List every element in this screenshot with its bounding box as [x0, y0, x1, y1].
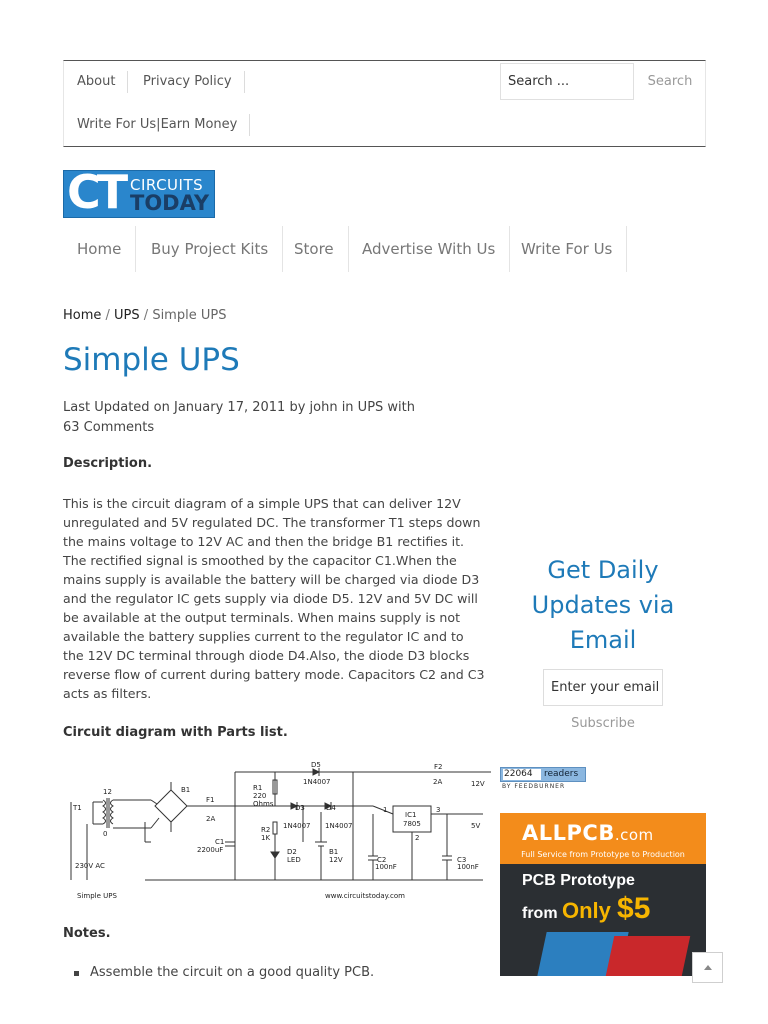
circuit-label: C1	[215, 838, 225, 846]
subscribe-heading: Get Daily Updates via Email	[531, 556, 675, 654]
description-text: This is the circuit diagram of a simple UPS that can deliver 12V unregulated and 5V regulated DC. The transformer T1 steps down the mains voltage to 12V AC and then the bridge B1 rectifies it. The rectified signal is smoothed by the capacitor C1.When the mains supply is available the battery will be charged via diode D3 and the regulator IC gets supply via diode D5. 12V and 5V DC will be available at the output terminals. When mains supply is not available the battery supplies current to the regulator IC and to the 12V DC terminal through diode D4.Also, the diode D3 blocks reverse flow of current during battery mode. Capacitors C2 and C3 acts as filters.	[63, 496, 485, 701]
nav-write-for-us[interactable]: Write For Us	[507, 226, 627, 272]
breadcrumb-current: Simple UPS	[152, 308, 227, 323]
circuit-label: 7805	[403, 820, 421, 828]
circuit-label: F1	[206, 796, 215, 804]
pcb-board-image	[606, 936, 691, 976]
circuit-label: LED	[287, 856, 301, 864]
circuit-label: 230V AC	[75, 862, 105, 870]
circuit-diagram	[63, 762, 491, 908]
notes-heading: Notes.	[63, 926, 111, 941]
circuit-label: R2	[261, 826, 271, 834]
allpcb-ad[interactable]	[500, 813, 706, 976]
list-item-text: Assemble the circuit on a good quality PCB.	[90, 965, 375, 980]
email-field[interactable]: Enter your email	[543, 669, 663, 706]
ad-brand	[522, 821, 654, 845]
search-input[interactable]: Search ...	[500, 63, 634, 100]
feedburner-badge[interactable]	[500, 767, 588, 791]
circuit-label: B1	[329, 848, 339, 856]
feedburner-by: BY FEEDBURNER	[502, 783, 566, 790]
circuit-label: 12	[103, 788, 112, 796]
ad-offer-from: from	[522, 905, 562, 922]
circuit-label: D4	[326, 804, 336, 812]
circuit-label: C3	[457, 856, 467, 864]
circuit-label: D5	[311, 762, 321, 769]
nav-home[interactable]: Home	[63, 226, 136, 272]
circuit-label: Ohms	[253, 800, 274, 808]
feedburner-box	[500, 767, 586, 782]
search-button[interactable]: Search	[647, 74, 693, 89]
circuit-caption: Simple UPS	[77, 892, 117, 900]
ad-offer	[522, 892, 650, 926]
feedburner-readers: readers	[544, 769, 579, 779]
circuit-label: 2200uF	[197, 846, 224, 854]
circuit-label: 3	[436, 806, 441, 814]
list-item	[74, 965, 374, 980]
circuit-label: F2	[434, 763, 443, 771]
circuit-label: 2A	[433, 778, 443, 786]
breadcrumb-home[interactable]: Home	[63, 308, 102, 323]
circuit-label: 1N4007	[303, 778, 331, 786]
circuit-label: 100nF	[375, 863, 397, 871]
feedburner-count: 22064	[503, 769, 541, 780]
ad-tagline: Full Service from Prototype to Production	[521, 850, 685, 859]
post-meta: Last Updated on January 17, 2011 by john in UPS with 63 Comments	[63, 400, 415, 435]
circuit-label: 2	[415, 834, 420, 842]
logo-line2: TODAY	[130, 191, 210, 215]
ad-brand-name: ALLPCB	[522, 821, 615, 845]
circuit-label: B1	[181, 786, 191, 794]
description-heading: Description.	[63, 456, 153, 471]
ad-brand-suffix: .com	[614, 826, 654, 844]
circuit-label: 0	[103, 830, 108, 838]
ad-headline: PCB Prototype	[522, 872, 635, 889]
site-logo[interactable]	[63, 170, 215, 218]
circuit-label: D2	[287, 848, 297, 856]
top-nav-privacy-policy[interactable]: Privacy Policy	[143, 71, 245, 93]
breadcrumb	[63, 308, 226, 323]
circuit-heading: Circuit diagram with Parts list.	[63, 725, 288, 740]
circuit-label: 1N4007	[283, 822, 311, 830]
circuit-url: www.circuitstoday.com	[325, 892, 405, 900]
logo-line1: CIRCUITS	[130, 176, 204, 194]
circuit-label: 1	[383, 806, 388, 814]
ad-offer-price: $5	[617, 892, 651, 925]
circuit-label: D3	[295, 804, 305, 812]
circuit-label: 1K	[261, 834, 271, 842]
page-title: Simple UPS	[63, 342, 240, 378]
nav-buy-project-kits[interactable]: Buy Project Kits	[137, 226, 283, 272]
circuit-label: IC1	[405, 811, 417, 819]
top-nav-about[interactable]: About	[77, 71, 128, 93]
circuit-label: 12V	[471, 780, 485, 788]
logo-mark: CT	[67, 170, 125, 218]
ad-panel	[500, 864, 706, 976]
nav-store[interactable]: Store	[280, 226, 349, 272]
circuit-label: T1	[73, 804, 82, 812]
circuit-label: 2A	[206, 815, 216, 823]
breadcrumb-separator: /	[139, 308, 153, 323]
nav-advertise[interactable]: Advertise With Us	[348, 226, 510, 272]
circuit-label: 12V	[329, 856, 343, 864]
breadcrumb-separator: /	[101, 308, 115, 323]
scroll-to-top-icon[interactable]	[692, 952, 723, 983]
circuit-label: 100nF	[457, 863, 479, 871]
circuit-label: 220	[253, 792, 267, 800]
subscribe-button[interactable]: Subscribe	[571, 716, 635, 731]
circuit-label: 1N4007	[325, 822, 353, 830]
circuit-label: R1	[253, 784, 263, 792]
breadcrumb-ups[interactable]: UPS	[114, 308, 140, 323]
circuit-label: 5V	[471, 822, 481, 830]
top-nav-write-for-us[interactable]: Write For Us|Earn Money	[77, 114, 250, 136]
ad-offer-only: Only	[562, 898, 618, 923]
circuit-label: C2	[377, 856, 387, 864]
